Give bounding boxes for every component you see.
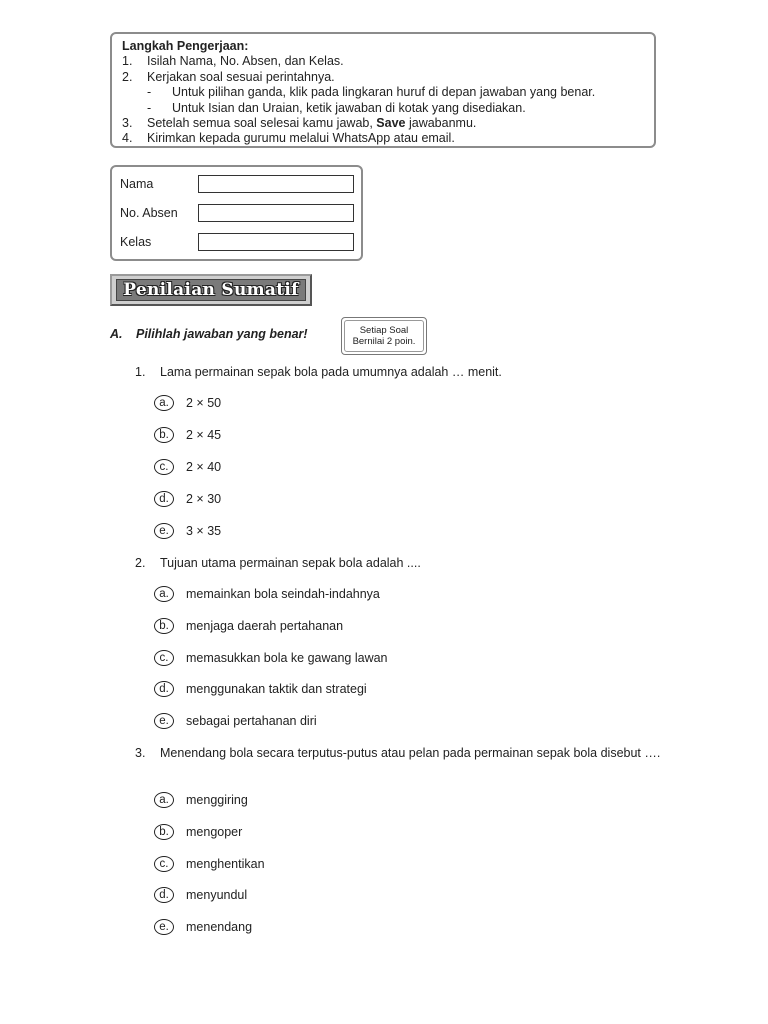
points-badge-inner	[344, 320, 424, 352]
question-3	[135, 745, 665, 761]
question-number: 1.	[135, 365, 146, 379]
q2-option-e	[154, 713, 317, 729]
option-radio-circle[interactable]: a.	[154, 792, 174, 808]
option-text: menggunakan taktik dan strategi	[186, 682, 367, 696]
section-banner	[110, 274, 312, 306]
kelas-input[interactable]	[198, 233, 354, 251]
option-radio-circle[interactable]: b.	[154, 824, 174, 840]
option-text: memasukkan bola ke gawang lawan	[186, 651, 388, 665]
q1-option-a	[154, 395, 221, 411]
step-2	[122, 70, 644, 85]
q2-option-d	[154, 681, 367, 697]
option-radio-circle[interactable]: c.	[154, 459, 174, 475]
q1-option-d	[154, 491, 221, 507]
q3-option-c	[154, 856, 265, 872]
option-radio-circle[interactable]: a.	[154, 395, 174, 411]
q3-option-b	[154, 824, 242, 840]
substep-dash: -	[147, 85, 152, 100]
step-text: Isilah Nama, No. Absen, dan Kelas.	[147, 54, 344, 69]
option-radio-circle[interactable]: a.	[154, 586, 174, 602]
question-1	[135, 364, 665, 380]
question-text: Menendang bola secara terputus-putus atau pelan pada permainan sepak bola disebut ….	[160, 746, 661, 760]
q2-option-a	[154, 586, 380, 602]
option-radio-circle[interactable]: c.	[154, 856, 174, 872]
option-radio-circle[interactable]: b.	[154, 427, 174, 443]
absen-input[interactable]	[198, 204, 354, 222]
step-number: 4.	[122, 131, 133, 146]
option-text: sebagai pertahanan diri	[186, 714, 317, 728]
step-number: 1.	[122, 54, 133, 69]
section-letter: A.	[110, 327, 123, 341]
instructions-title: Langkah Pengerjaan:	[122, 39, 249, 53]
option-radio-circle[interactable]: c.	[154, 650, 174, 666]
option-text: 3 × 35	[186, 524, 222, 538]
section-heading	[110, 327, 308, 341]
question-number: 2.	[135, 556, 146, 570]
option-text: 2 × 40	[186, 460, 222, 474]
identity-box	[110, 165, 363, 261]
substep-text: Untuk pilihan ganda, klik pada lingkaran huruf di depan jawaban yang benar.	[172, 85, 596, 100]
kelas-row	[120, 233, 354, 251]
substep-text: Untuk Isian dan Uraian, ketik jawaban di kotak yang disediakan.	[172, 100, 526, 115]
option-radio-circle[interactable]: e.	[154, 713, 174, 729]
option-text: menyundul	[186, 888, 248, 902]
substep-dash: -	[147, 100, 152, 115]
step-number: 2.	[122, 69, 133, 84]
step-number: 3.	[122, 116, 133, 131]
option-text: memainkan bola seindah-indahnya	[186, 587, 380, 601]
points-line-1: Setiap Soal	[359, 325, 409, 336]
step-3	[122, 116, 644, 131]
q3-option-e	[154, 919, 252, 935]
absen-row	[120, 204, 354, 222]
nama-row	[120, 175, 354, 193]
q3-option-a	[154, 792, 248, 808]
option-text: 2 × 30	[186, 492, 222, 506]
option-text: menjaga daerah pertahanan	[186, 619, 344, 633]
points-badge	[341, 317, 427, 355]
section-title: Pilihlah jawaban yang benar!	[136, 327, 308, 341]
question-text: Tujuan utama permainan sepak bola adalah ....	[160, 556, 421, 570]
q2-option-c	[154, 650, 388, 666]
option-text: 2 × 45	[186, 428, 222, 442]
q2-option-b	[154, 618, 343, 634]
nama-input[interactable]	[198, 175, 354, 193]
substep-2	[122, 101, 644, 116]
option-radio-circle[interactable]: d.	[154, 681, 174, 697]
step-text-after: jawabanmu.	[405, 116, 477, 131]
nama-label: Nama	[120, 177, 154, 191]
option-text: 2 × 50	[186, 396, 222, 410]
banner-inner	[116, 279, 306, 301]
step-text: Kirimkan kepada gurumu melalui WhatsApp atau email.	[147, 131, 455, 146]
step-text: Kerjakan soal sesuai perintahnya.	[147, 69, 335, 84]
option-radio-circle[interactable]: b.	[154, 618, 174, 634]
instructions-box	[110, 32, 656, 148]
question-number: 3.	[135, 746, 146, 760]
option-text: menggiring	[186, 793, 248, 807]
question-2	[135, 555, 665, 571]
question-text: Lama permainan sepak bola pada umumnya adalah … menit.	[160, 365, 502, 379]
step-text	[147, 116, 476, 131]
option-radio-circle[interactable]: e.	[154, 919, 174, 935]
absen-label: No. Absen	[120, 206, 178, 220]
banner-title: Penilaian Sumatif	[123, 280, 299, 300]
step-4	[122, 131, 644, 146]
q3-option-d	[154, 887, 247, 903]
option-text: mengoper	[186, 825, 243, 839]
points-line-2: Bernilai 2 poin.	[352, 336, 416, 347]
option-radio-circle[interactable]: e.	[154, 523, 174, 539]
step-1	[122, 54, 644, 69]
substep-1	[122, 85, 644, 100]
option-radio-circle[interactable]: d.	[154, 887, 174, 903]
option-text: menendang	[186, 920, 253, 934]
step-text-before: Setelah semua soal selesai kamu jawab,	[147, 116, 377, 131]
save-keyword: Save	[376, 116, 406, 131]
q1-option-b	[154, 427, 221, 443]
q1-option-c	[154, 459, 221, 475]
option-radio-circle[interactable]: d.	[154, 491, 174, 507]
q1-option-e	[154, 523, 221, 539]
option-text: menghentikan	[186, 857, 265, 871]
kelas-label: Kelas	[120, 235, 152, 249]
